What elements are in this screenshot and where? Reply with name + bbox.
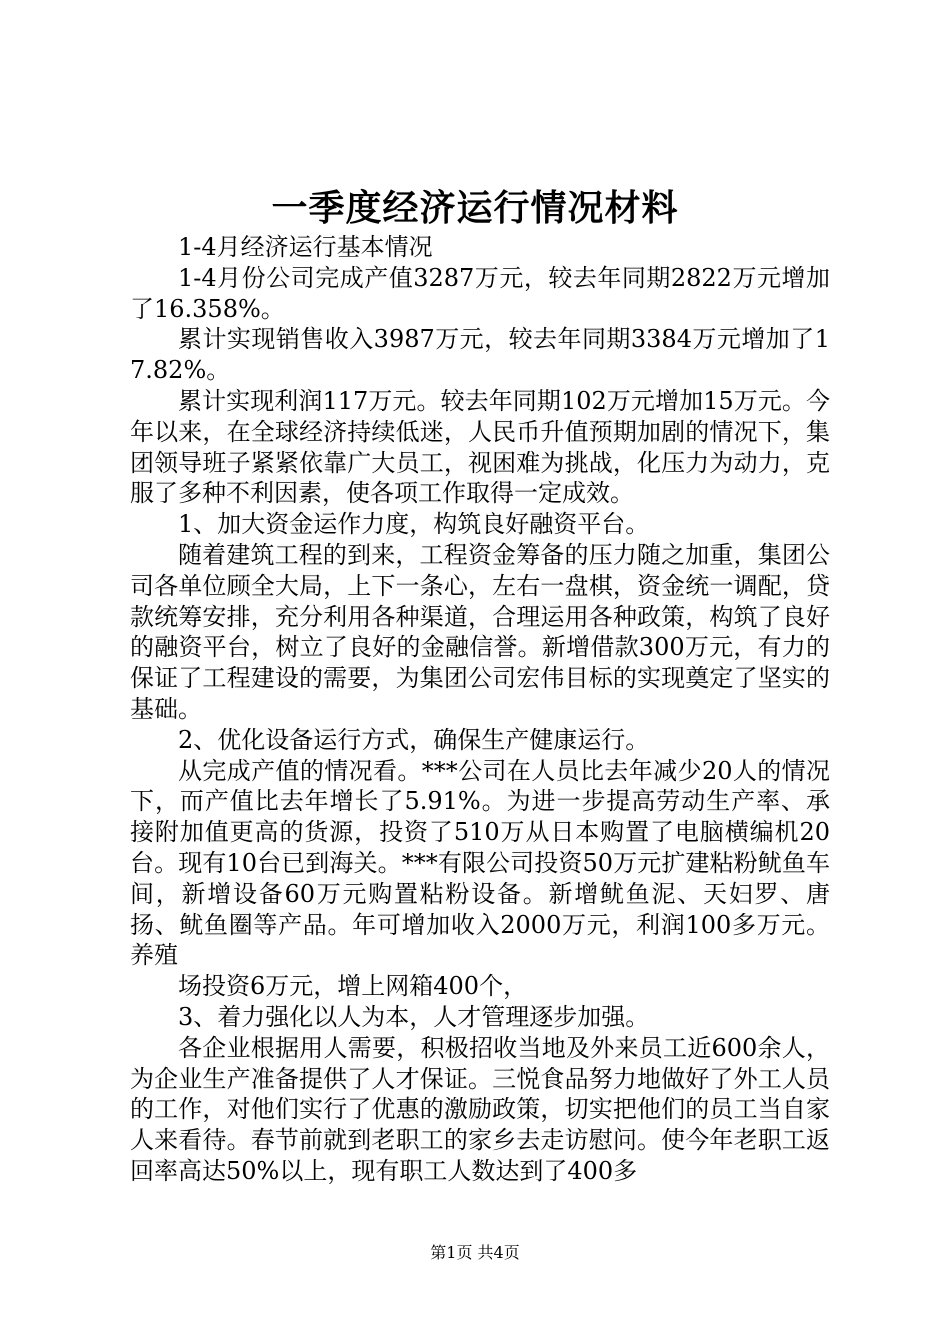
paragraph-heading-1: 1-4月经济运行基本情况 [178, 233, 433, 261]
paragraph-section-1-heading: 1、加大资金运作力度，构筑良好融资平台。 [178, 510, 650, 539]
document-body [130, 232, 830, 1187]
page-number-footer: 第1页 共4页 [430, 1243, 520, 1262]
paragraph-output-value: 1-4月份公司完成产值3287万元，较去年同期2822万元增加了16.358%。 [130, 263, 830, 323]
paragraph-profit: 累计实现利润117万元。较去年同期102万元增加15万元。今年以来，在全球经济持续低迷，人民币升值预期加剧的情况下，集团领导班子紧紧依靠广大员工，视困难为挑战，化压力为动力，克服了多种不利因素，使各项工作取得一定成效。 [130, 386, 830, 508]
document-title: 一季度经济运行情况材料 [271, 187, 679, 229]
paragraph-sales-revenue: 累计实现销售收入3987万元，较去年同期3384万元增加了17.82%。 [130, 325, 830, 385]
paragraph-section-3-body: 各企业根据用人需要，积极招收当地及外来员工近600余人，为企业生产准备提供了人才保证。三悦食品努力地做好了外工人员的工作，对他们实行了优惠的激励政策，切实把他们的员工当自家人来看待。春节前就到老职工的家乡去走访慰问。使今年老职工返回率高达50%以上，现有职工人数达到了400多 [130, 1033, 830, 1185]
paragraph-section-2-heading: 2、优化设备运行方式，确保生产健康运行。 [178, 725, 650, 754]
paragraph-section-3-heading: 3、着力强化以人为本，人才管理逐步加强。 [178, 1002, 650, 1031]
paragraph-section-1-body: 随着建筑工程的到来，工程资金筹备的压力随之加重，集团公司各单位顾全大局，上下一条心，左右一盘棋，资金统一调配，贷款统筹安排，充分利用各种渠道，合理运用各种政策，构筑了良好的融资平台，树立了良好的金融信誉。新增借款300万元，有力的保证了工程建设的需要，为集团公司宏伟目标的实现奠定了坚实的基础。 [130, 540, 830, 723]
paragraph-section-2-continued: 场投资6万元，增上网箱400个， [178, 972, 528, 1001]
paragraph-section-2-body: 从完成产值的情况看。***公司在人员比去年减少20人的情况下，而产值比去年增长了5.91%。为进一步提高劳动生产率、承接附加值更高的货源，投资了510万从日本购置了电脑横编机20台。现有10台已到海关。***有限公司投资50万元扩建粘粉鱿鱼车间，新增设备60万元购置粘粉设备。新增鱿鱼泥、天妇罗、唐扬、鱿鱼圈等产品。年可增加收入2000万元，利润100多万元。养殖 [130, 756, 830, 970]
